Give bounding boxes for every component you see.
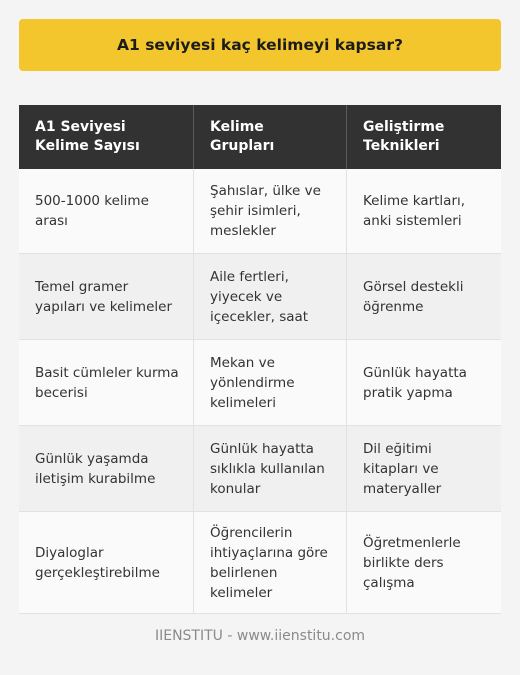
table-cell: Günlük hayatta sıklıkla kullanılan konular xyxy=(194,426,347,512)
title-banner xyxy=(19,19,501,71)
table-row xyxy=(19,426,501,512)
table-cell: Kelime kartları, anki sistemleri xyxy=(347,169,501,254)
table-row xyxy=(19,512,501,614)
table-cell: Günlük yaşamda iletişim kurabilme xyxy=(19,426,194,512)
table-cell: Öğretmenlerle birlikte ders çalışma xyxy=(347,512,501,614)
table-cell: Şahıslar, ülke ve şehir isimleri, meslekler xyxy=(194,169,347,254)
table-cell: Dil eğitimi kitapları ve materyaller xyxy=(347,426,501,512)
vocabulary-table xyxy=(19,105,501,614)
table-cell: Aile fertleri, yiyecek ve içecekler, saat xyxy=(194,254,347,340)
table-cell: 500-1000 kelime arası xyxy=(19,169,194,254)
column-header-word-count: A1 Seviyesi Kelime Sayısı xyxy=(19,105,194,169)
table-row xyxy=(19,254,501,340)
column-header-techniques: Geliştirme Teknikleri xyxy=(347,105,501,169)
table-row xyxy=(19,169,501,254)
table-cell: Diyaloglar gerçekleştirebilme xyxy=(19,512,194,614)
table-row xyxy=(19,340,501,426)
footer-credit: IIENSTITU - www.iienstitu.com xyxy=(154,628,366,644)
table-cell: Görsel destekli öğrenme xyxy=(347,254,501,340)
table-cell: Mekan ve yönlendirme kelimeleri xyxy=(194,340,347,426)
table-cell: Basit cümleler kurma becerisi xyxy=(19,340,194,426)
table-cell: Günlük hayatta pratik yapma xyxy=(347,340,501,426)
column-header-word-groups: Kelime Grupları xyxy=(194,105,347,169)
page-title: A1 seviyesi kaç kelimeyi kapsar? xyxy=(117,36,403,54)
table-cell: Temel gramer yapıları ve kelimeler xyxy=(19,254,194,340)
table-cell: Öğrencilerin ihtiyaçlarına göre belirlenen kelimeler xyxy=(194,512,347,614)
table-header-row xyxy=(19,105,501,169)
